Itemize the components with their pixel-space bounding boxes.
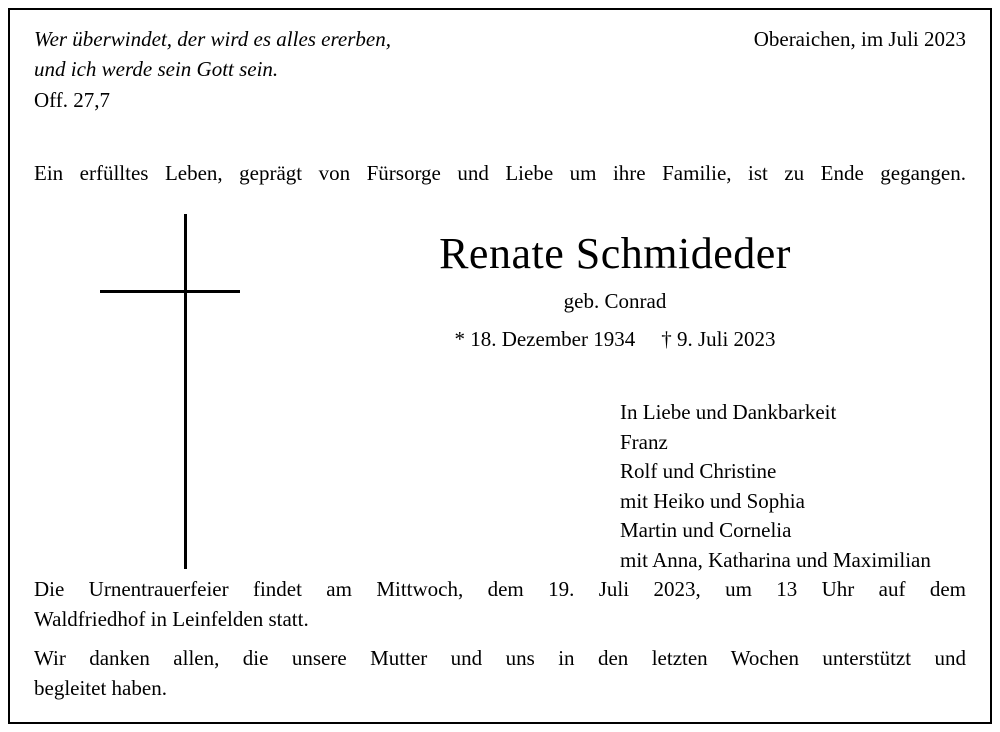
funeral-details [34,574,966,634]
bible-verse-reference: Off. 27,7 [34,88,111,112]
survivor-item: Rolf und Christine [620,459,777,483]
survivor-item: mit Heiko und Sophia [620,488,805,513]
funeral-details-line-2: Waldfriedhof in Leinfelden statt. [34,607,309,631]
survivor-item: mit Anna, Katharina und Maximilian [620,547,931,572]
thanks-text-line-2: begleitet haben. [34,676,167,700]
cross-horizontal-bar [100,290,240,293]
survivor-item: Franz [620,429,668,454]
survivors-block [620,398,931,575]
birth-date: * 18. Dezember 1934 [454,327,636,351]
thanks-text-line-1: Wir danken allen, die unsere Mutter und uns in den letzten Wochen unterstützt und [34,646,966,670]
death-date: † 9. Juli 2023 [661,327,776,351]
intro-text: Ein erfülltes Leben, geprägt von Fürsorge und Liebe um ihre Familie, ist zu Ende gegangen. [34,161,966,185]
bible-verse-line-1: Wer überwindet, der wird es alles ererben, [34,27,391,51]
survivors-heading: In Liebe und Dankbarkeit [620,400,837,424]
funeral-details-line-1: Die Urnentrauerfeier findet am Mittwoch, dem 19. Juli 2023, um 13 Uhr auf dem [34,577,966,601]
maiden-name: geb. Conrad [563,289,667,313]
deceased-name-block [264,226,966,354]
cross-vertical-bar [184,214,187,569]
bible-verse [34,24,391,84]
thanks-text [34,643,966,703]
deceased-name: Renate Schmideder [439,229,791,278]
bible-verse-line-2: und ich werde sein Gott sein. [34,57,279,81]
header-row [34,24,966,120]
place-and-date: Oberaichen, im Juli 2023 [753,27,966,51]
obituary-content [34,24,966,708]
life-dates [264,324,966,354]
survivor-item: Martin und Cornelia [620,518,792,542]
cross-icon [100,214,220,569]
